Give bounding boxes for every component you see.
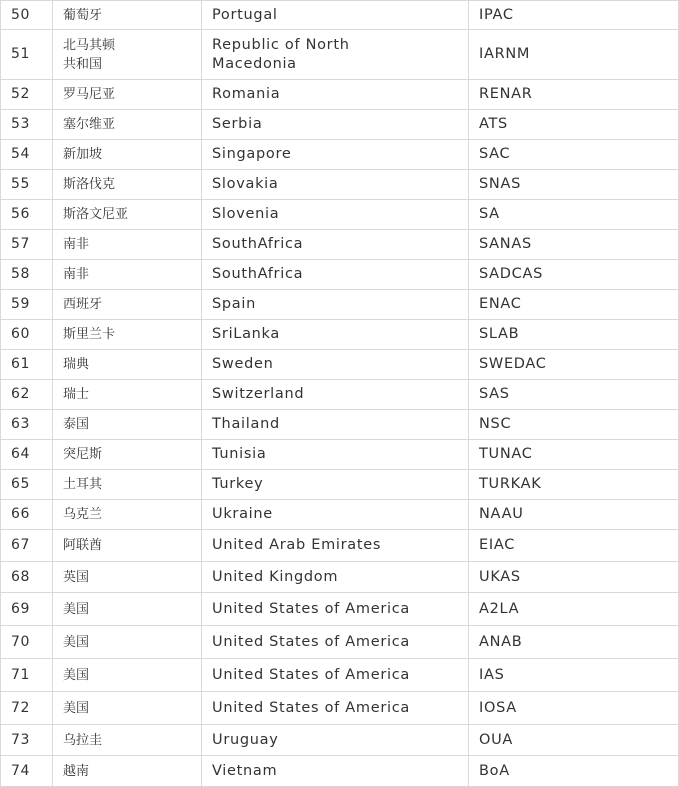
country-name-english: Republic of North Macedonia [202, 30, 469, 80]
table-row [1, 500, 679, 530]
table-row [1, 260, 679, 290]
row-number: 55 [1, 170, 53, 200]
row-number: 58 [1, 260, 53, 290]
table-row [1, 440, 679, 470]
table-row [1, 290, 679, 320]
country-name-english: United Kingdom [202, 562, 469, 593]
row-number: 60 [1, 320, 53, 350]
row-number: 74 [1, 756, 53, 787]
table-row [1, 200, 679, 230]
country-name-english: Spain [202, 290, 469, 320]
country-name-chinese: 美国 [53, 626, 202, 659]
table-row [1, 410, 679, 440]
country-name-english: SouthAfrica [202, 260, 469, 290]
country-name-english: United States of America [202, 626, 469, 659]
accreditation-body-code: SAC [469, 140, 679, 170]
country-name-english: Uruguay [202, 725, 469, 756]
country-name-chinese: 葡萄牙 [53, 1, 202, 30]
table-body [1, 1, 679, 787]
country-name-english: Serbia [202, 110, 469, 140]
country-name-chinese: 瑞典 [53, 350, 202, 380]
row-number: 70 [1, 626, 53, 659]
country-name-chinese: 南非 [53, 260, 202, 290]
country-name-chinese: 美国 [53, 659, 202, 692]
country-name-english: Tunisia [202, 440, 469, 470]
accreditation-body-code: OUA [469, 725, 679, 756]
country-name-chinese: 斯里兰卡 [53, 320, 202, 350]
accreditation-body-code: EIAC [469, 530, 679, 562]
country-name-chinese: 罗马尼亚 [53, 80, 202, 110]
accreditation-body-code: TURKAK [469, 470, 679, 500]
row-number: 50 [1, 1, 53, 30]
country-name-english: Slovenia [202, 200, 469, 230]
country-name-english: Thailand [202, 410, 469, 440]
accreditation-body-code: IOSA [469, 692, 679, 725]
country-name-english: Slovakia [202, 170, 469, 200]
country-name-english: Romania [202, 80, 469, 110]
row-number: 51 [1, 30, 53, 80]
accreditation-body-code: SNAS [469, 170, 679, 200]
country-name-chinese: 乌克兰 [53, 500, 202, 530]
country-name-english: Turkey [202, 470, 469, 500]
row-number: 52 [1, 80, 53, 110]
table-row [1, 562, 679, 593]
accreditation-body-code: ANAB [469, 626, 679, 659]
country-name-chinese: 塞尔维亚 [53, 110, 202, 140]
country-name-english: United States of America [202, 659, 469, 692]
accreditation-body-code: IPAC [469, 1, 679, 30]
country-name-chinese: 瑞士 [53, 380, 202, 410]
table-row [1, 626, 679, 659]
accreditation-body-code: UKAS [469, 562, 679, 593]
accreditation-body-code: SWEDAC [469, 350, 679, 380]
table-row [1, 230, 679, 260]
accreditation-body-code: TUNAC [469, 440, 679, 470]
accreditation-body-code: IARNM [469, 30, 679, 80]
country-name-english: Ukraine [202, 500, 469, 530]
country-name-chinese: 美国 [53, 593, 202, 626]
row-number: 53 [1, 110, 53, 140]
row-number: 67 [1, 530, 53, 562]
country-name-english: Switzerland [202, 380, 469, 410]
country-name-chinese: 乌拉圭 [53, 725, 202, 756]
accreditation-body-code: ATS [469, 110, 679, 140]
accreditation-body-code: BoA [469, 756, 679, 787]
table-row [1, 659, 679, 692]
row-number: 57 [1, 230, 53, 260]
row-number: 63 [1, 410, 53, 440]
row-number: 66 [1, 500, 53, 530]
row-number: 62 [1, 380, 53, 410]
table-row [1, 1, 679, 30]
row-number: 68 [1, 562, 53, 593]
table-row [1, 320, 679, 350]
country-name-chinese: 北马其顿 共和国 [53, 30, 202, 80]
country-name-chinese: 新加坡 [53, 140, 202, 170]
table-row [1, 110, 679, 140]
accreditation-body-code: NAAU [469, 500, 679, 530]
row-number: 64 [1, 440, 53, 470]
country-name-english: Portugal [202, 1, 469, 30]
accreditation-body-code: SA [469, 200, 679, 230]
table-row [1, 140, 679, 170]
accreditation-body-code: ENAC [469, 290, 679, 320]
accreditation-body-code: IAS [469, 659, 679, 692]
country-name-english: SriLanka [202, 320, 469, 350]
row-number: 54 [1, 140, 53, 170]
country-name-english: Sweden [202, 350, 469, 380]
table-row [1, 530, 679, 562]
country-name-english: SouthAfrica [202, 230, 469, 260]
accreditation-body-code: NSC [469, 410, 679, 440]
country-name-chinese: 南非 [53, 230, 202, 260]
table-row [1, 170, 679, 200]
row-number: 72 [1, 692, 53, 725]
row-number: 65 [1, 470, 53, 500]
table-row [1, 30, 679, 80]
country-name-chinese: 土耳其 [53, 470, 202, 500]
row-number: 73 [1, 725, 53, 756]
country-name-chinese: 越南 [53, 756, 202, 787]
row-number: 71 [1, 659, 53, 692]
country-name-english: United States of America [202, 692, 469, 725]
table-row [1, 380, 679, 410]
country-name-english: Singapore [202, 140, 469, 170]
country-name-chinese: 突尼斯 [53, 440, 202, 470]
accreditation-body-code: SLAB [469, 320, 679, 350]
table-row [1, 593, 679, 626]
country-name-chinese: 斯洛文尼亚 [53, 200, 202, 230]
country-name-english: Vietnam [202, 756, 469, 787]
table-row [1, 80, 679, 110]
row-number: 56 [1, 200, 53, 230]
table-row [1, 725, 679, 756]
accreditation-body-code: SADCAS [469, 260, 679, 290]
country-name-english: United Arab Emirates [202, 530, 469, 562]
country-name-chinese: 美国 [53, 692, 202, 725]
accreditation-body-code: SANAS [469, 230, 679, 260]
accreditation-body-code: A2LA [469, 593, 679, 626]
country-name-chinese: 斯洛伐克 [53, 170, 202, 200]
country-name-english: United States of America [202, 593, 469, 626]
table-row [1, 470, 679, 500]
row-number: 61 [1, 350, 53, 380]
table-row [1, 350, 679, 380]
table-row [1, 756, 679, 787]
accreditation-body-code: RENAR [469, 80, 679, 110]
country-name-chinese: 英国 [53, 562, 202, 593]
country-name-chinese: 泰国 [53, 410, 202, 440]
accreditation-body-code: SAS [469, 380, 679, 410]
country-name-chinese: 阿联酋 [53, 530, 202, 562]
row-number: 59 [1, 290, 53, 320]
table-row [1, 692, 679, 725]
country-name-chinese: 西班牙 [53, 290, 202, 320]
row-number: 69 [1, 593, 53, 626]
